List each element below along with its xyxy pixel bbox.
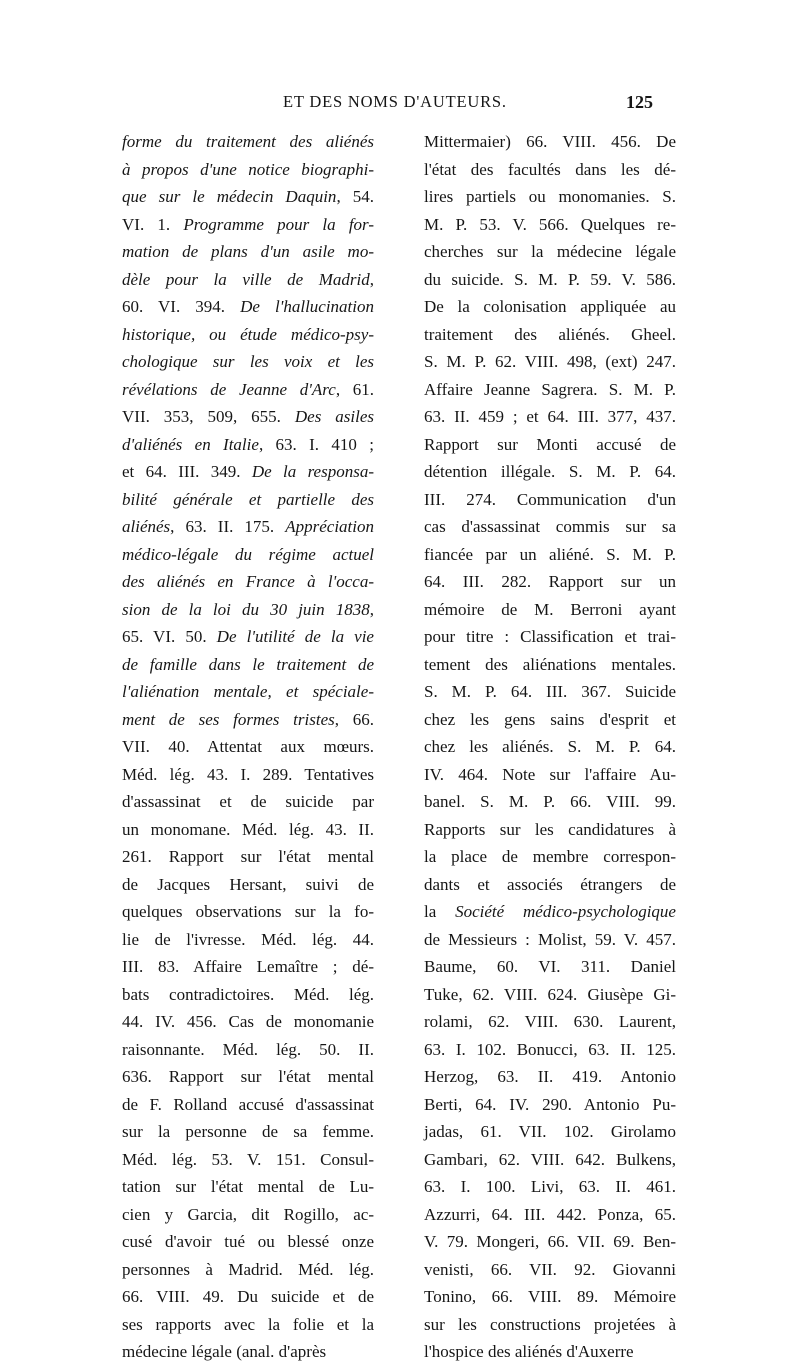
text-line [122, 266, 374, 294]
text-segment: 63. I. 100. Livi, 63. II. 461. [424, 1177, 676, 1196]
italic-segment: De la responsa- [251, 462, 374, 481]
italic-segment: De l'utilité de la vie [216, 627, 374, 646]
text-segment: personnes à Madrid. Méd. lég. [122, 1259, 374, 1279]
text-segment: l'état des facultés dans les dé- [424, 159, 676, 179]
text-line [122, 1311, 374, 1339]
italic-segment: des aliénés en France à l'occa- [122, 572, 374, 591]
page-number: 125 [626, 92, 653, 112]
text-line [424, 1118, 676, 1146]
text-line [122, 376, 374, 404]
text-segment: , 63. II. 175. [170, 517, 286, 536]
text-line [122, 953, 374, 981]
text-segment: 64. III. 282. Rapport sur un [424, 572, 676, 591]
text-segment: IV. 464. Note sur l'affaire Au- [424, 764, 676, 784]
text-segment: 65. VI. 50. [122, 627, 217, 646]
text-line [122, 706, 374, 734]
text-segment: la [424, 902, 456, 921]
text-segment: sur la personne de sa femme. [122, 1122, 374, 1141]
italic-segment: révélations de Jeanne d'Arc [122, 379, 336, 399]
text-segment: mémoire de M. Berroni ayant [424, 599, 676, 619]
text-segment: d'assassinat et de suicide par [122, 792, 374, 811]
text-line [424, 458, 676, 486]
text-segment: , 54. [336, 187, 374, 206]
italic-segment: de famille dans le traitement de [122, 654, 374, 674]
text-segment: de Jacques Hersant, suivi de [122, 874, 374, 894]
text-segment: S. M. P. 62. VIII. 498, (ext) 247. [424, 352, 676, 371]
text-segment: III. 83. Affaire Lemaître ; dé- [122, 957, 374, 976]
text-line [424, 293, 676, 321]
text-line [122, 458, 374, 486]
text-line [122, 1256, 374, 1284]
text-line [122, 1173, 374, 1201]
text-line [122, 596, 374, 624]
text-line [122, 541, 374, 569]
text-segment: Méd. lég. 53. V. 151. Consul- [122, 1149, 374, 1169]
text-segment: traitement des aliénés. Gheel. [424, 324, 676, 344]
text-line [122, 1063, 374, 1091]
text-segment: 66. VIII. 49. Du suicide et de [122, 1287, 374, 1306]
italic-segment: bilité générale et partielle des [122, 489, 374, 509]
text-segment: Berti, 64. IV. 290. Antonio Pu- [424, 1094, 676, 1114]
text-segment: Mittermaier) 66. VIII. 456. De [424, 132, 676, 151]
text-segment: quelques observations sur la fo- [122, 902, 374, 921]
text-segment: la place de membre correspon- [424, 847, 676, 866]
text-line [424, 623, 676, 651]
italic-segment: ment de ses formes tristes [122, 709, 335, 729]
text-line [424, 981, 676, 1009]
italic-segment: mation de plans d'un asile mo- [122, 242, 374, 261]
text-line [424, 1036, 676, 1064]
text-segment: détention illégale. S. M. P. 64. [424, 462, 676, 481]
left-column [122, 128, 374, 1366]
text-segment: lires partiels ou monomanies. S. [424, 187, 676, 206]
text-line [122, 898, 374, 926]
text-line [122, 348, 374, 376]
page-header [0, 92, 800, 122]
text-segment: , 63. I. 410 ; [258, 434, 374, 454]
text-line [424, 486, 676, 514]
text-segment: Rapport sur Monti accusé de [424, 434, 676, 454]
text-line [424, 1228, 676, 1256]
text-segment: 636. Rapport sur l'état mental [122, 1067, 374, 1086]
text-line [424, 678, 676, 706]
text-line [122, 623, 374, 651]
text-segment: lie de l'ivresse. Méd. lég. 44. [122, 929, 374, 949]
text-segment: rolami, 62. VIII. 630. Laurent, [424, 1012, 676, 1031]
running-title: ET DES NOMS D'AUTEURS. [283, 92, 507, 111]
text-segment: de Messieurs : Molist, 59. V. 457. [424, 929, 676, 949]
text-line [424, 1338, 676, 1366]
text-line [424, 843, 676, 871]
text-segment: Herzog, 63. II. 419. Antonio [424, 1067, 676, 1086]
text-line [122, 1118, 374, 1146]
text-line [424, 706, 676, 734]
text-segment: VI. 1. [122, 214, 184, 234]
text-line [424, 1063, 676, 1091]
text-segment: De la colonisation appliquée au [424, 297, 676, 316]
text-segment: dants et associés étrangers de [424, 874, 676, 894]
text-line [122, 513, 374, 541]
text-line [424, 651, 676, 679]
text-segment: cas d'assassinat commis sur sa [424, 517, 676, 536]
text-line [424, 926, 676, 954]
text-line [424, 871, 676, 899]
text-line [424, 761, 676, 789]
text-line [424, 1283, 676, 1311]
text-segment: tement des aliénations mentales. [424, 654, 676, 674]
text-segment: III. 274. Communication d'un [424, 489, 676, 509]
text-segment: , [369, 599, 374, 619]
text-line [424, 211, 676, 239]
italic-segment: historique, ou étude médico-psy- [122, 324, 374, 344]
text-line [424, 953, 676, 981]
text-line [122, 1283, 374, 1311]
text-segment: Tuke, 62. VIII. 624. Giusèpe Gi- [424, 984, 676, 1004]
text-line [122, 788, 374, 816]
text-line [122, 321, 374, 349]
italic-segment: aliénés [122, 517, 171, 536]
text-line [122, 1036, 374, 1064]
text-segment: du suicide. S. M. P. 59. V. 586. [424, 269, 676, 289]
text-segment: VII. 353, 509, 655. [122, 407, 295, 426]
text-line [122, 156, 374, 184]
text-segment: , 66. [334, 709, 374, 729]
italic-segment: Des asiles [294, 407, 374, 426]
italic-segment: chologique sur les voix et les [122, 352, 374, 371]
text-line [122, 871, 374, 899]
italic-segment: Société médico-psychologique [455, 902, 676, 921]
text-segment: Rapports sur les candidatures à [424, 819, 676, 839]
text-segment: raisonnante. Méd. lég. 50. II. [122, 1039, 374, 1059]
text-segment: médecine légale (anal. d'après [122, 1342, 327, 1361]
text-line [122, 1146, 374, 1174]
italic-segment: sion de la loi du 30 juin 1838 [122, 599, 370, 619]
text-line [122, 1201, 374, 1229]
text-segment: Baume, 60. VI. 311. Daniel [424, 957, 676, 976]
text-line [424, 183, 676, 211]
italic-segment: d'aliénés en Italie [122, 434, 259, 454]
text-segment: VII. 40. Attentat aux mœurs. [122, 737, 374, 756]
text-line [424, 568, 676, 596]
text-line [122, 926, 374, 954]
text-line [424, 128, 676, 156]
text-segment: venisti, 66. VII. 92. Giovanni [424, 1259, 676, 1279]
text-line [424, 431, 676, 459]
text-line [424, 1091, 676, 1119]
text-segment: Azzurri, 64. III. 442. Ponza, 65. [424, 1204, 676, 1224]
text-line [424, 1008, 676, 1036]
text-line [122, 816, 374, 844]
text-segment: Tonino, 66. VIII. 89. Mémoire [424, 1287, 676, 1306]
text-segment: et 64. III. 349. [122, 462, 252, 481]
text-line [122, 403, 374, 431]
text-line [122, 1091, 374, 1119]
text-line [424, 513, 676, 541]
text-line [122, 211, 374, 239]
text-line [424, 596, 676, 624]
text-segment: un monomane. Méd. lég. 43. II. [122, 819, 374, 839]
text-segment: , 61. [335, 379, 374, 399]
text-line [122, 128, 374, 156]
text-segment: bats contradictoires. Méd. lég. [122, 984, 374, 1004]
text-segment: Gambari, 62. VIII. 642. Bulkens, [424, 1149, 676, 1169]
text-line [122, 1008, 374, 1036]
text-line [122, 431, 374, 459]
text-line [122, 761, 374, 789]
italic-segment: forme du traitement des aliénés [122, 132, 374, 151]
text-line [424, 348, 676, 376]
text-segment: chez les gens sains d'esprit et [424, 709, 676, 729]
text-segment: ses rapports avec la folie et la [122, 1314, 374, 1334]
right-column [424, 128, 676, 1366]
text-line [424, 788, 676, 816]
text-line [424, 733, 676, 761]
text-line [424, 1201, 676, 1229]
text-line [424, 541, 676, 569]
text-line [122, 981, 374, 1009]
text-segment: 261. Rapport sur l'état mental [122, 847, 374, 866]
text-segment: , [369, 269, 374, 289]
text-segment: fiancée par un aliéné. S. M. P. [424, 544, 676, 564]
italic-segment: médico-légale du régime actuel [122, 544, 374, 564]
text-line [424, 321, 676, 349]
text-line [122, 238, 374, 266]
text-line [424, 1256, 676, 1284]
text-segment: M. P. 53. V. 566. Quelques re- [424, 214, 676, 234]
text-line [424, 266, 676, 294]
text-segment: cien y Garcia, dit Rogillo, ac- [122, 1204, 374, 1224]
text-segment: pour titre : Classification et trai- [424, 627, 676, 646]
text-segment: 60. VI. 394. [122, 297, 241, 316]
text-segment: banel. S. M. P. 66. VIII. 99. [424, 792, 676, 811]
text-segment: V. 79. Mongeri, 66. VII. 69. Ben- [424, 1232, 676, 1251]
italic-segment: que sur le médecin Daquin [122, 187, 337, 206]
italic-segment: l'aliénation mentale, et spéciale- [122, 682, 374, 701]
text-segment: 63. I. 102. Bonucci, 63. II. 125. [424, 1039, 676, 1059]
text-line [122, 183, 374, 211]
text-line [122, 1228, 374, 1256]
text-line [424, 156, 676, 184]
text-line [424, 1173, 676, 1201]
text-segment: 44. IV. 456. Cas de monomanie [122, 1012, 374, 1031]
text-line [122, 678, 374, 706]
text-segment: S. M. P. 64. III. 367. Suicide [424, 682, 676, 701]
text-line [424, 403, 676, 431]
text-line [122, 651, 374, 679]
text-segment: Méd. lég. 43. I. 289. Tentatives [122, 764, 374, 784]
text-segment: sur les constructions projetées à [424, 1314, 676, 1334]
text-line [424, 898, 676, 926]
text-line [122, 486, 374, 514]
text-line [122, 733, 374, 761]
text-line [424, 1146, 676, 1174]
text-line [424, 376, 676, 404]
text-line [122, 1338, 374, 1366]
text-line [122, 293, 374, 321]
text-segment: l'hospice des aliénés d'Auxerre [424, 1342, 634, 1361]
italic-segment: dèle pour la ville de Madrid [122, 269, 370, 289]
text-line [122, 568, 374, 596]
text-segment: cusé d'avoir tué ou blessé onze [122, 1232, 374, 1251]
text-segment: Affaire Jeanne Sagrera. S. M. P. [424, 379, 676, 399]
italic-segment: Programme pour la for- [183, 214, 374, 234]
italic-segment: Appréciation [285, 517, 374, 536]
text-segment: jadas, 61. VII. 102. Girolamo [424, 1122, 676, 1141]
text-line [122, 843, 374, 871]
text-line [424, 1311, 676, 1339]
italic-segment: à propos d'une notice biographi- [122, 159, 374, 179]
italic-segment: De l'hallucination [240, 297, 375, 316]
text-segment: 63. II. 459 ; et 64. III. 377, 437. [424, 407, 676, 426]
text-segment: tation sur l'état mental de Lu- [122, 1177, 374, 1196]
text-segment: chez les aliénés. S. M. P. 64. [424, 737, 676, 756]
text-segment: cherches sur la médecine légale [424, 242, 676, 261]
text-segment: de F. Rolland accusé d'assassinat [122, 1094, 374, 1114]
text-line [424, 238, 676, 266]
text-line [424, 816, 676, 844]
